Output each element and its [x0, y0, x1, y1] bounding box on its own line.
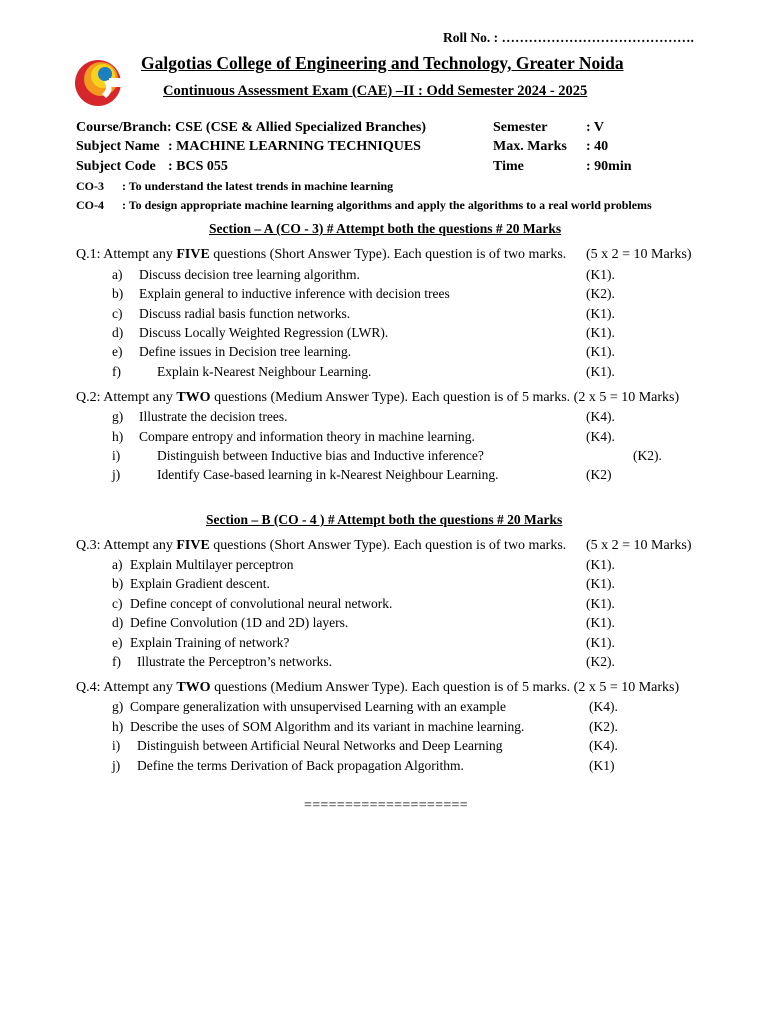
q1-marks: (5 x 2 = 10 Marks)	[586, 247, 692, 262]
q3-item-level: (K1).	[586, 635, 615, 650]
semester-label: Semester	[493, 120, 548, 135]
q2-item-text: Identify Case-based learning in k-Nearest Neighbour Learning.	[157, 467, 499, 482]
q1-item-level: (K1).	[586, 325, 615, 340]
q4-item-text: Distinguish between Artificial Neural Networks and Deep Learning	[137, 738, 503, 753]
semester-value: : V	[586, 120, 605, 135]
q3-item-text: Explain Gradient descent.	[130, 576, 270, 591]
q4-item-level: (K4).	[589, 738, 618, 753]
q1-item-level: (K1).	[586, 306, 615, 321]
q2-item-text: Compare entropy and information theory in machine learning.	[139, 429, 475, 444]
q3-item-level: (K1).	[586, 557, 615, 572]
section-b-title: Section – B (CO - 4 ) # Attempt both the questions # 20 Marks	[206, 512, 563, 527]
q4-item-text: Compare generalization with unsupervised Learning with an example	[130, 699, 507, 714]
q2-item-letter: j)	[112, 467, 121, 482]
max-marks-value: : 40	[586, 139, 609, 154]
q2-item-level: (K2)	[586, 467, 612, 482]
time-value: : 90min	[586, 159, 632, 174]
college-name: Galgotias College of Engineering and Technology, Greater Noida	[141, 53, 624, 73]
q3-item-text: Define concept of convolutional neural network.	[130, 596, 393, 611]
q3-item-letter: a)	[112, 557, 123, 572]
co3-code: CO-3	[76, 179, 104, 193]
q4-item-level: (K1)	[589, 758, 615, 773]
q3-item-level: (K1).	[586, 576, 615, 591]
q2-item-letter: h)	[112, 429, 124, 444]
q2-item-text: Illustrate the decision trees.	[139, 409, 288, 424]
q3-item-letter: d)	[112, 615, 124, 630]
q1-item-letter: f)	[112, 364, 121, 379]
q1-item-level: (K2).	[586, 286, 615, 301]
subject-code-value: : BCS 055	[168, 159, 228, 174]
end-separator: ====================	[304, 798, 468, 813]
q2-item-text: Distinguish between Inductive bias and Inductive inference?	[157, 448, 484, 463]
q3-item-text: Illustrate the Perceptron’s networks.	[137, 654, 332, 669]
max-marks-label: Max. Marks	[493, 139, 567, 154]
q3-item-level: (K1).	[586, 615, 615, 630]
q2-item-letter: g)	[112, 409, 124, 424]
q3-item-letter: e)	[112, 635, 123, 650]
course-branch: Course/Branch: CSE (CSE & Allied Specialized Branches)	[76, 120, 427, 135]
q3-item-letter: f)	[112, 654, 121, 669]
q4-item-text: Describe the uses of SOM Algorithm and its variant in machine learning.	[130, 719, 525, 734]
q3-item-text: Explain Multilayer perceptron	[130, 557, 294, 572]
q1-item-text: Explain k-Nearest Neighbour Learning.	[157, 364, 372, 379]
q2-item-level: (K4).	[586, 409, 615, 424]
q3-item-level: (K1).	[586, 596, 615, 611]
co4-code: CO-4	[76, 198, 104, 212]
q2-item-level: (K2).	[633, 448, 662, 463]
q3-item-text: Explain Training of network?	[130, 635, 290, 650]
q1-item-letter: a)	[112, 267, 123, 282]
q4-item-letter: i)	[112, 738, 121, 753]
subject-code-label: Subject Code	[76, 159, 156, 174]
q1-item-text: Discuss radial basis function networks.	[139, 306, 351, 321]
q4-item-letter: g)	[112, 699, 124, 714]
q3-item-text: Define Convolution (1D and 2D) layers.	[130, 615, 349, 630]
q4-item-letter: h)	[112, 719, 124, 734]
q1-item-level: (K1).	[586, 267, 615, 282]
q2-item-letter: i)	[112, 448, 121, 463]
q1-item-text: Define issues in Decision tree learning.	[139, 344, 352, 359]
q2-instruction: Q.2: Attempt any TWO questions (Medium Answer Type). Each question is of 5 marks. (2 x 5 = 10 Marks)	[76, 390, 680, 405]
q4-instruction: Q.4: Attempt any TWO questions (Medium Answer Type). Each question is of 5 marks. (2 x 5 = 10 Marks)	[76, 680, 680, 695]
subject-name-value: : MACHINE LEARNING TECHNIQUES	[168, 139, 421, 154]
time-label: Time	[493, 159, 524, 174]
q3-item-letter: c)	[112, 596, 123, 611]
exam-title: Continuous Assessment Exam (CAE) –II : Odd Semester 2024 - 2025	[163, 83, 588, 99]
q1-item-text: Discuss decision tree learning algorithm.	[139, 267, 360, 282]
q1-item-letter: b)	[112, 286, 124, 301]
q3-item-level: (K2).	[586, 654, 615, 669]
q1-item-letter: d)	[112, 325, 124, 340]
q4-item-text: Define the terms Derivation of Back propagation Algorithm.	[137, 758, 464, 773]
co3-text: : To understand the latest trends in machine learning	[122, 179, 394, 193]
q3-item-letter: b)	[112, 576, 124, 591]
q1-item-text: Discuss Locally Weighted Regression (LWR).	[139, 325, 389, 340]
roll-number-line: Roll No. : …………………………………….	[443, 30, 694, 45]
q3-marks: (5 x 2 = 10 Marks)	[586, 538, 692, 553]
q1-instruction: Q.1: Attempt any FIVE questions (Short Answer Type). Each question is of two marks.	[76, 247, 567, 262]
q1-item-text: Explain general to inductive inference with decision trees	[139, 286, 450, 301]
q1-item-letter: e)	[112, 344, 123, 359]
q1-item-level: (K1).	[586, 344, 615, 359]
q4-item-level: (K4).	[589, 699, 618, 714]
section-a-title: Section – A (CO - 3) # Attempt both the questions # 20 Marks	[209, 221, 562, 236]
q1-item-level: (K1).	[586, 364, 615, 379]
q4-item-level: (K2).	[589, 719, 618, 734]
q2-item-level: (K4).	[586, 429, 615, 444]
co4-text: : To design appropriate machine learning algorithms and apply the algorithms to a real world problems	[122, 198, 652, 212]
college-logo-icon	[72, 56, 126, 106]
q3-instruction: Q.3: Attempt any FIVE questions (Short Answer Type). Each question is of two marks.	[76, 538, 567, 553]
q1-item-letter: c)	[112, 306, 123, 321]
subject-name-label: Subject Name	[76, 139, 160, 154]
q4-item-letter: j)	[112, 758, 121, 773]
